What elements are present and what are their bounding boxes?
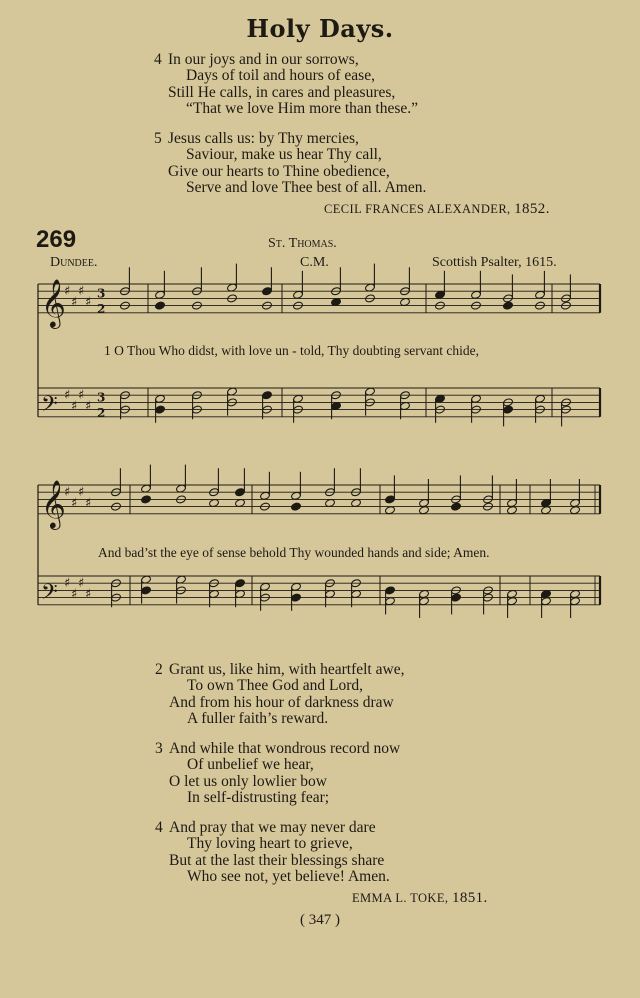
- sharp-icon: ♯: [71, 295, 78, 310]
- sharp-icon: ♯: [78, 576, 85, 592]
- verse-line: Saviour, make us hear Thy call,: [186, 146, 382, 164]
- sharp-icon: ♯: [64, 284, 71, 300]
- lyrics-line-2: And bad’st the eye of sense behold Thy wounded hands and side; Amen.: [98, 545, 490, 560]
- hymn-meter: C.M.: [300, 255, 329, 270]
- verse-line: Jesus calls us: by Thy mercies,: [168, 130, 359, 147]
- verse-line: And from his hour of darkness draw: [169, 693, 394, 711]
- note-head: [235, 488, 246, 497]
- stanza-4: [155, 819, 390, 886]
- verse-line: And pray that we may never dare: [169, 819, 376, 836]
- verse-line: In self-distrusting fear;: [187, 789, 330, 807]
- hymn-occasion: St. Thomas.: [268, 236, 337, 251]
- stanza-number: 3: [155, 740, 163, 757]
- verse-line: To own Thee God and Lord,: [187, 677, 363, 695]
- sharp-icon: ♯: [71, 399, 78, 414]
- note-head: [385, 586, 396, 595]
- verse-line: Serve and love Thee best of all. Amen.: [186, 179, 427, 197]
- note-head: [503, 301, 514, 310]
- hymn-author: [352, 890, 488, 907]
- sharp-icon: ♯: [78, 388, 85, 404]
- verse-line: Still He calls, in cares and pleasures,: [168, 83, 396, 101]
- sharp-icon: ♯: [64, 388, 71, 404]
- treble-clef-icon: 𝄞: [41, 277, 66, 327]
- note-head: [451, 502, 462, 511]
- bass-clef-icon: 𝄢: [41, 391, 58, 422]
- tune-source: Scottish Psalter, 1615.: [432, 255, 557, 270]
- stanza-number: 4: [155, 819, 163, 836]
- verse-line: In our joys and in our sorrows,: [168, 51, 359, 68]
- verse-line: Thy loving heart to grieve,: [187, 835, 353, 853]
- sharp-icon: ♯: [85, 399, 92, 414]
- author-name: EMMA L. TOKE,: [352, 891, 449, 905]
- stanza-number: 4: [154, 51, 162, 68]
- sharp-icon: ♯: [85, 587, 92, 602]
- note-head: [141, 586, 152, 595]
- verse-line: O let us only lowlier bow: [169, 772, 327, 790]
- note-head: [141, 495, 152, 504]
- page-header: Holy Days.: [246, 14, 394, 43]
- sharp-icon: ♯: [71, 587, 78, 602]
- verse-line: Days of toil and hours of ease,: [186, 67, 375, 85]
- author-name: CECIL FRANCES ALEXANDER,: [324, 202, 511, 216]
- time-signature: 3: [97, 390, 106, 405]
- sharp-icon: ♯: [85, 496, 92, 511]
- note-head: [503, 405, 514, 414]
- stanza-2: [155, 661, 405, 728]
- note-head: [291, 502, 302, 511]
- bass-clef-icon: 𝄢: [41, 579, 58, 610]
- treble-clef-icon: 𝄞: [41, 478, 66, 528]
- verse-line: Grant us, like him, with heartfelt awe,: [169, 661, 405, 678]
- author-year: 1852.: [514, 201, 550, 217]
- sharp-icon: ♯: [78, 284, 85, 300]
- verse-line: “That we love Him more than these.”: [186, 100, 418, 118]
- stanza-number: 2: [155, 661, 163, 678]
- verse-line: Of unbelief we hear,: [187, 756, 314, 774]
- tune-name: Dundee.: [50, 255, 98, 270]
- hymn-number: 269: [36, 226, 77, 253]
- verse-line: Who see not, yet believe! Amen.: [187, 868, 390, 886]
- stanza-3: [155, 740, 401, 807]
- sharp-icon: ♯: [71, 496, 78, 511]
- lyrics-line-1: 1 O Thou Who didst, with love un - told, Thy doubting servant chide,: [104, 343, 479, 358]
- verse-line: But at the last their blessings share: [169, 851, 385, 869]
- sharp-icon: ♯: [78, 485, 85, 501]
- sharp-icon: ♯: [64, 576, 71, 592]
- note-head: [155, 405, 166, 414]
- note-head: [262, 391, 273, 400]
- page-number: ( 347 ): [300, 912, 340, 928]
- note-head: [262, 287, 273, 296]
- note-head: [235, 579, 246, 588]
- author-year: 1851.: [451, 890, 488, 906]
- note-head: [155, 301, 166, 310]
- sharp-icon: ♯: [64, 485, 71, 501]
- verse-line: And while that wondrous record now: [169, 740, 401, 757]
- verse-line: Give our hearts to Thine obedience,: [168, 162, 390, 180]
- note-head: [291, 593, 302, 602]
- sharp-icon: ♯: [85, 295, 92, 310]
- time-signature: 2: [97, 405, 106, 420]
- note-head: [385, 495, 396, 504]
- note-head: [451, 593, 462, 602]
- verse-line: A fuller faith’s reward.: [187, 710, 329, 728]
- time-signature: 3: [97, 286, 106, 301]
- time-signature: 2: [97, 301, 106, 316]
- stanza-number: 5: [154, 130, 162, 147]
